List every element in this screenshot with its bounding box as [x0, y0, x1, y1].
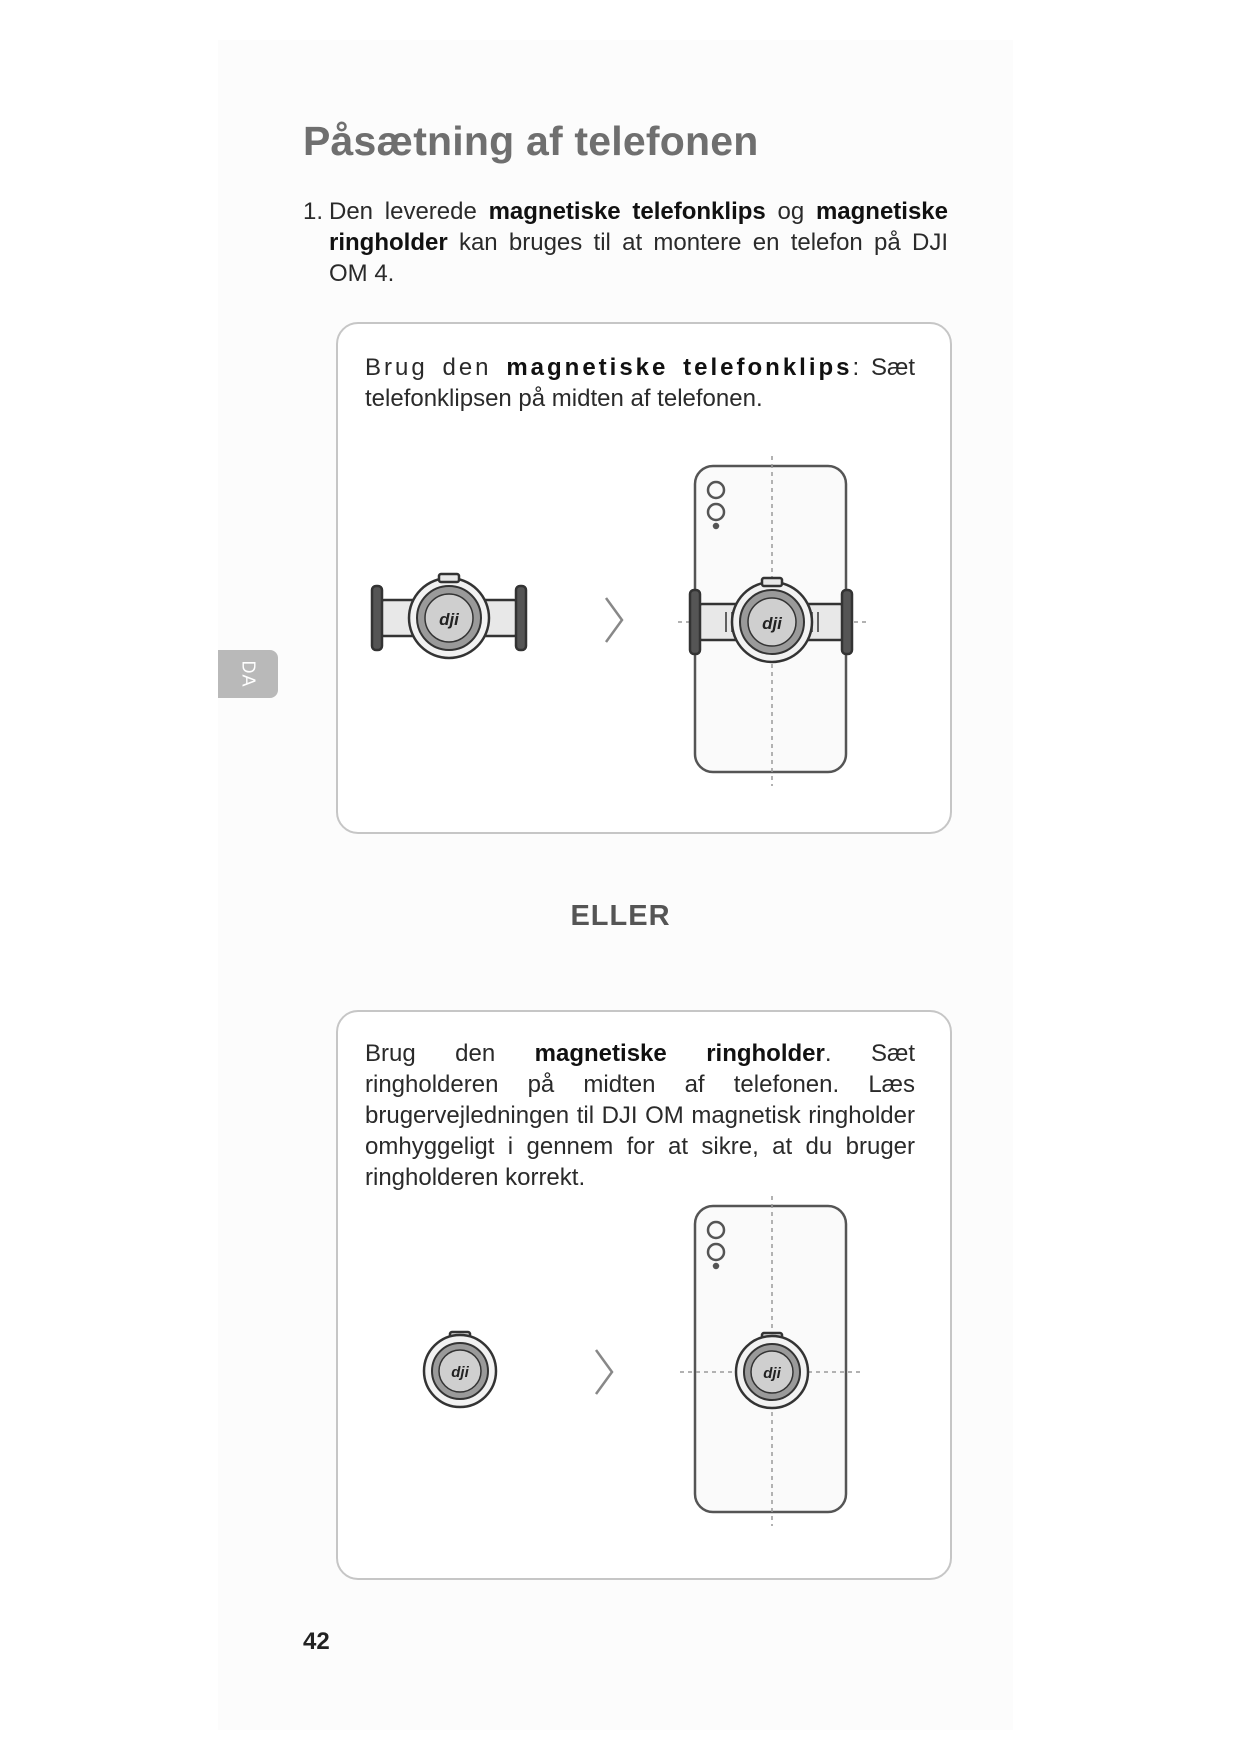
ring-instruction-box [336, 1010, 952, 1580]
language-tab [218, 650, 278, 698]
term-ring-holder: magnetiske ringholder [329, 198, 948, 256]
chevron-right-icon [596, 1350, 612, 1394]
step-1-text: Den leverede magnetiske telefonklips og magnetiske ringholder kan bruges til at montere en telefon på DJI OM 4. [329, 198, 948, 287]
language-tab-label: DA [238, 660, 259, 688]
page-number: 42 [303, 1628, 330, 1655]
ring-figure [338, 1012, 950, 1578]
dji-logo: dji [451, 1364, 469, 1381]
term-phone-clamp: magnetiske telefonklips [488, 198, 766, 225]
chevron-right-icon [606, 598, 622, 642]
step-1 [303, 196, 948, 289]
term-phone-clamp: magnetiske telefonklips [506, 354, 853, 381]
separator-label: ELLER [570, 900, 671, 932]
clamp-figure [338, 324, 950, 832]
dji-logo: dji [762, 614, 782, 633]
page-title: Påsætning af telefonen [303, 118, 759, 164]
step-number: 1. [303, 198, 324, 225]
dji-logo: dji [439, 610, 459, 629]
term-ring-holder: magnetiske ringholder [534, 1040, 825, 1067]
clamp-instruction-box [336, 322, 952, 834]
dji-logo: dji [763, 1365, 781, 1382]
clamp-instruction-text: Brug den magnetiske telefonklips: Sæt telefonklipsen på midten af telefonen. [365, 354, 915, 412]
ring-instruction-text: Brug den magnetiske ringholder. Sæt ringholderen på midten af telefonen. Læs brugervejledningen til DJI OM magnetisk ringholder omhyggeligt i gennem for at sikre, at du bruger ringholderen korrekt. [365, 1040, 916, 1191]
